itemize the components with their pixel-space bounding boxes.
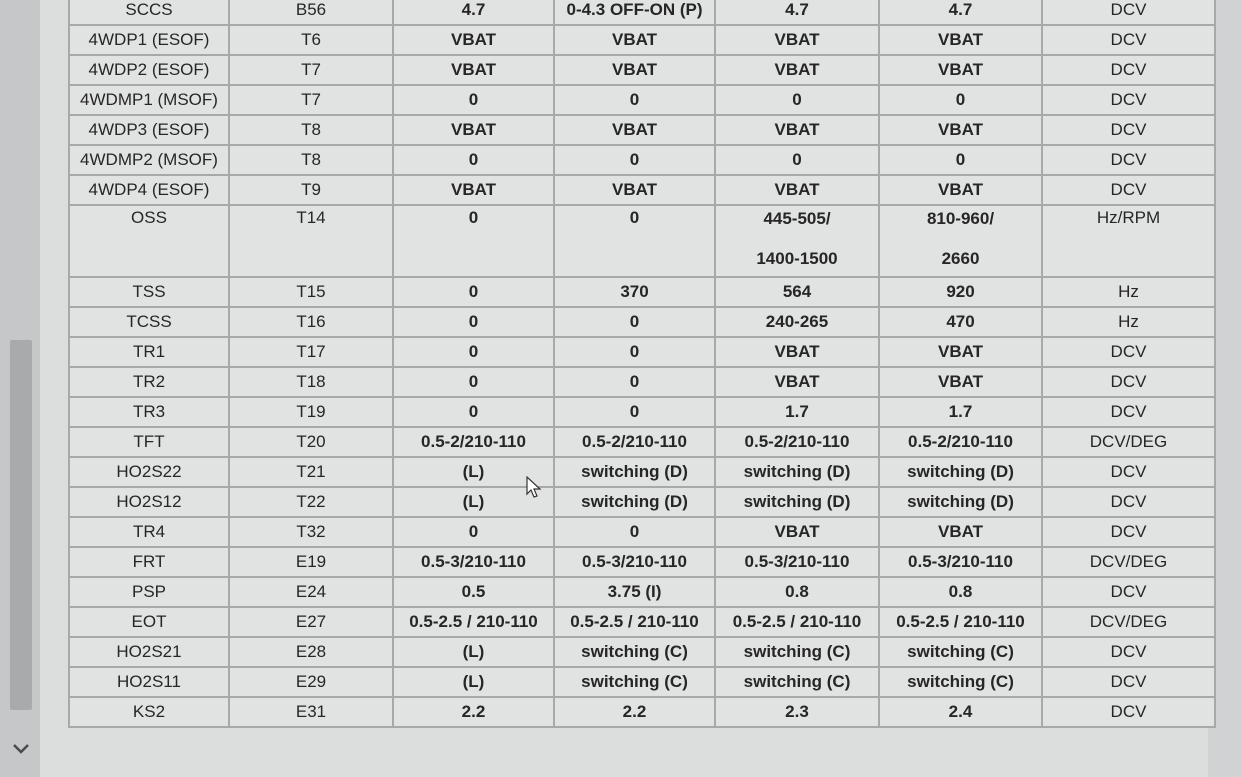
table-cell: VBAT [879,55,1042,85]
table-cell: SCCS [69,0,229,25]
table-cell: VBAT [879,337,1042,367]
table-cell: TR3 [69,397,229,427]
table-cell: 1.7 [879,397,1042,427]
table-row [69,547,1215,577]
table-cell: switching (C) [715,637,879,667]
table-cell: HO2S12 [69,487,229,517]
table-cell: DCV [1042,55,1215,85]
table-cell: 0 [879,145,1042,175]
cell-text: 445-505/ [763,209,831,228]
left-scrollbar[interactable] [0,0,41,777]
table-cell [554,205,715,277]
table-cell: 0-4.3 OFF-ON (P) [554,0,715,25]
table-cell: 0 [393,85,554,115]
table-row [69,25,1215,55]
table-cell: (L) [393,667,554,697]
table-cell: T7 [229,55,393,85]
cell-text: OSS [131,208,167,227]
table-cell: E19 [229,547,393,577]
table-cell: T20 [229,427,393,457]
table-cell: FRT [69,547,229,577]
table-cell: T7 [229,85,393,115]
table-cell: 0 [554,145,715,175]
table-cell: VBAT [715,115,879,145]
table-cell: 0 [554,307,715,337]
table-cell: (L) [393,457,554,487]
table-cell: 0.5-3/210-110 [879,547,1042,577]
table-cell: E27 [229,607,393,637]
mouse-cursor-icon [526,476,542,500]
table-cell: 0 [393,367,554,397]
table-cell: switching (C) [879,667,1042,697]
table-cell: VBAT [393,25,554,55]
table-row [69,0,1215,25]
table-cell: VBAT [554,175,715,205]
table-cell: 4WDP4 (ESOF) [69,175,229,205]
table-cell: switching (D) [554,487,715,517]
table-cell: switching (C) [879,637,1042,667]
table-cell: 0 [393,307,554,337]
table-cell: VBAT [879,115,1042,145]
table-row [69,337,1215,367]
table-cell: B56 [229,0,393,25]
table-cell: HO2S22 [69,457,229,487]
table-cell: 0.5 [393,577,554,607]
table-cell: DCV [1042,175,1215,205]
table-row [69,577,1215,607]
table-cell: DCV [1042,577,1215,607]
table-cell: 0 [715,85,879,115]
table-row [69,205,1215,277]
table-cell: T6 [229,25,393,55]
table-cell: T32 [229,517,393,547]
table-cell: T22 [229,487,393,517]
table-cell: 0.5-3/210-110 [715,547,879,577]
table-cell: T8 [229,145,393,175]
table-cell: 0 [554,397,715,427]
table-row [69,607,1215,637]
table-cell: 0 [554,337,715,367]
table-row [69,637,1215,667]
table-row [69,457,1215,487]
table-cell: DCV [1042,145,1215,175]
table-cell: 0.5-2.5 / 210-110 [554,607,715,637]
table-cell: T18 [229,367,393,397]
table-cell: DCV [1042,85,1215,115]
table-cell: 0 [554,367,715,397]
table-cell: switching (D) [715,487,879,517]
table-row [69,367,1215,397]
table-cell: VBAT [554,115,715,145]
table-cell: VBAT [393,175,554,205]
table-cell: VBAT [715,25,879,55]
table-cell: (L) [393,487,554,517]
table-cell: DCV [1042,337,1215,367]
table-cell: 4.7 [393,0,554,25]
table-cell: switching (D) [554,457,715,487]
table-cell: HO2S11 [69,667,229,697]
table-cell: DCV [1042,667,1215,697]
table-cell: 0 [879,85,1042,115]
table-cell: T9 [229,175,393,205]
table-cell: (L) [393,637,554,667]
table-cell: 4WDP3 (ESOF) [69,115,229,145]
table-cell: 4.7 [879,0,1042,25]
table-cell: 0 [393,397,554,427]
table-cell: Hz [1042,307,1215,337]
table-cell: VBAT [715,517,879,547]
table-cell: VBAT [393,115,554,145]
table-row [69,175,1215,205]
table-cell: TSS [69,277,229,307]
table-cell: EOT [69,607,229,637]
table-cell: 0.5-3/210-110 [393,547,554,577]
table-cell: DCV [1042,0,1215,25]
table-cell: 4WDP1 (ESOF) [69,25,229,55]
table-cell: VBAT [715,175,879,205]
table-cell: 0.8 [715,577,879,607]
table-row [69,697,1215,727]
table-cell: DCV [1042,637,1215,667]
table-cell: TR4 [69,517,229,547]
table-cell: 0.5-2/210-110 [554,427,715,457]
table-cell [879,205,1042,277]
table-cell: 0.5-2.5 / 210-110 [715,607,879,637]
table-cell: VBAT [715,337,879,367]
table-cell: 920 [879,277,1042,307]
table-row [69,397,1215,427]
table-cell: 2.2 [393,697,554,727]
table-row [69,307,1215,337]
table-cell: 0 [393,277,554,307]
table-cell: VBAT [879,367,1042,397]
table-cell: switching (D) [879,457,1042,487]
table-cell: DCV [1042,487,1215,517]
table-cell: T21 [229,457,393,487]
table-cell: VBAT [554,55,715,85]
table-cell: TCSS [69,307,229,337]
table-cell: KS2 [69,697,229,727]
table-cell [229,205,393,277]
table-cell: Hz [1042,277,1215,307]
table-row [69,277,1215,307]
table-cell: T17 [229,337,393,367]
table-cell: DCV [1042,25,1215,55]
table-cell: TR1 [69,337,229,367]
table-cell: VBAT [879,175,1042,205]
table-cell: 2.4 [879,697,1042,727]
table-cell: 3.75 (I) [554,577,715,607]
table-cell: switching (C) [715,667,879,697]
table-cell: DCV [1042,115,1215,145]
table-cell: 2.3 [715,697,879,727]
table-cell: switching (C) [554,637,715,667]
table-cell: PSP [69,577,229,607]
table-cell: 0.5-2.5 / 210-110 [393,607,554,637]
table-row [69,667,1215,697]
table-cell: 0.8 [879,577,1042,607]
table-cell: 0.5-2/210-110 [393,427,554,457]
table-cell: T15 [229,277,393,307]
table-cell: DCV [1042,697,1215,727]
table-cell: VBAT [879,25,1042,55]
table-cell: 0.5-2/210-110 [715,427,879,457]
table-row [69,427,1215,457]
table-cell: DCV/DEG [1042,547,1215,577]
table-cell: 0 [393,145,554,175]
table-cell: switching (D) [715,457,879,487]
table-cell [69,205,229,277]
table-cell: 4WDMP2 (MSOF) [69,145,229,175]
table-cell: 4WDP2 (ESOF) [69,55,229,85]
chevron-down-icon[interactable] [8,736,34,762]
table-cell: DCV/DEG [1042,427,1215,457]
table-cell: 470 [879,307,1042,337]
table-cell: T19 [229,397,393,427]
table-cell: switching (C) [554,667,715,697]
table-cell: 0 [554,517,715,547]
table-cell: 0.5-3/210-110 [554,547,715,577]
cell-text: T14 [296,208,326,227]
cell-text: 1400-1500 [756,249,838,268]
table-cell: 564 [715,277,879,307]
table-row [69,487,1215,517]
table-cell: T16 [229,307,393,337]
scrollbar-thumb[interactable] [10,340,32,710]
table-cell: 240-265 [715,307,879,337]
cell-text: 0 [468,208,479,227]
table-row [69,55,1215,85]
table-cell: 0 [393,337,554,367]
cell-text: 2660 [941,249,980,268]
table-cell: 4.7 [715,0,879,25]
table-cell: VBAT [554,25,715,55]
table-cell: 4WDMP1 (MSOF) [69,85,229,115]
table-cell: E29 [229,667,393,697]
table-cell: DCV [1042,517,1215,547]
table-cell: 1.7 [715,397,879,427]
table-cell: TFT [69,427,229,457]
table-cell: E31 [229,697,393,727]
table-cell: 370 [554,277,715,307]
table-cell: 0 [715,145,879,175]
table-row [69,85,1215,115]
table-cell: HO2S21 [69,637,229,667]
table-cell: 0 [554,85,715,115]
table-cell: DCV/DEG [1042,607,1215,637]
table-cell: DCV [1042,397,1215,427]
table-cell [393,205,554,277]
table-cell: VBAT [715,55,879,85]
cell-text: 810-960/ [926,209,995,228]
table-row [69,517,1215,547]
table-cell: 0.5-2.5 / 210-110 [879,607,1042,637]
cell-text: 0 [629,208,640,227]
table-row [69,115,1215,145]
table-cell: 2.2 [554,697,715,727]
table-cell: DCV [1042,367,1215,397]
pin-voltage-table [68,0,1216,728]
table-cell: TR2 [69,367,229,397]
table-cell: E28 [229,637,393,667]
table-cell [1042,205,1215,277]
cell-text: Hz/RPM [1096,208,1161,227]
table-cell: VBAT [879,517,1042,547]
table-cell: T8 [229,115,393,145]
table-cell: switching (D) [879,487,1042,517]
table-cell: 0 [393,517,554,547]
table-cell: VBAT [715,367,879,397]
table-cell: VBAT [393,55,554,85]
table-cell [715,205,879,277]
table-row [69,145,1215,175]
table-cell: 0.5-2/210-110 [879,427,1042,457]
table-cell: DCV [1042,457,1215,487]
table-cell: E24 [229,577,393,607]
